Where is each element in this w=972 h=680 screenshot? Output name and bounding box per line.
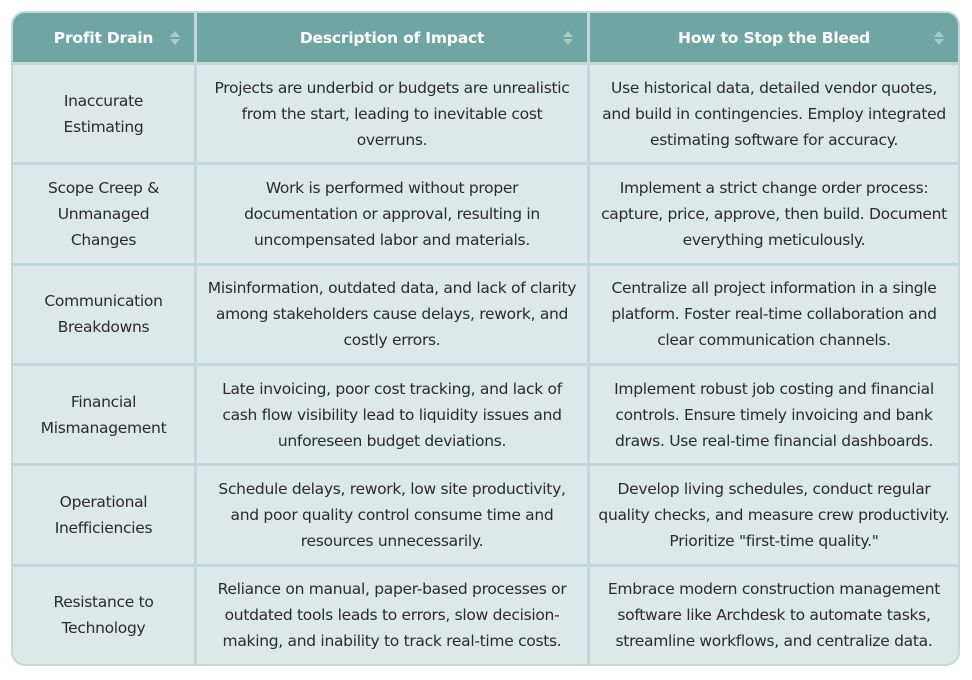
header-how-to-stop-the-bleed[interactable] bbox=[590, 13, 958, 62]
cell-description: Work is performed without proper documentation or approval, resulting in uncompensated labor and materials. bbox=[197, 165, 587, 262]
cell-description: Reliance on manual, paper-based processes or outdated tools leads to errors, slow decision-making, and inability to track real-time costs. bbox=[197, 567, 587, 664]
cell-profit-drain: Financial Mismanagement bbox=[13, 366, 194, 463]
sort-icon[interactable] bbox=[934, 29, 944, 47]
cell-description: Misinformation, outdated data, and lack of clarity among stakeholders cause delays, rework, and costly errors. bbox=[197, 266, 587, 363]
cell-fix: Centralize all project information in a single platform. Foster real-time collaboration and clear communication channels. bbox=[590, 266, 958, 363]
cell-fix: Implement a strict change order process: capture, price, approve, then build. Document everything meticulously. bbox=[590, 165, 958, 262]
header-profit-drain[interactable] bbox=[13, 13, 194, 62]
cell-description: Schedule delays, rework, low site productivity, and poor quality control consume time and resources unnecessarily. bbox=[197, 466, 587, 563]
sort-icon[interactable] bbox=[170, 29, 180, 47]
cell-fix: Implement robust job costing and financial controls. Ensure timely invoicing and bank draws. Use real-time financial dashboards. bbox=[590, 366, 958, 463]
cell-profit-drain: Resistance to Technology bbox=[13, 567, 194, 664]
header-label: Description of Impact bbox=[299, 28, 485, 47]
cell-description: Projects are underbid or budgets are unrealistic from the start, leading to inevitable cost overruns. bbox=[197, 65, 587, 162]
sort-icon[interactable] bbox=[563, 29, 573, 47]
profit-drain-table bbox=[11, 11, 960, 666]
cell-fix: Develop living schedules, conduct regular quality checks, and measure crew productivity. Prioritize "first-time quality." bbox=[590, 466, 958, 563]
cell-fix: Embrace modern construction management software like Archdesk to automate tasks, streamline workflows, and centralize data. bbox=[590, 567, 958, 664]
header-description-of-impact[interactable] bbox=[197, 13, 587, 62]
header-label: Profit Drain bbox=[53, 28, 154, 47]
cell-profit-drain: Inaccurate Estimating bbox=[13, 65, 194, 162]
cell-profit-drain: Operational Inefficiencies bbox=[13, 466, 194, 563]
cell-fix: Use historical data, detailed vendor quotes, and build in contingencies. Employ integrated estimating software for accuracy. bbox=[590, 65, 958, 162]
table-grid bbox=[13, 13, 958, 664]
cell-profit-drain: Scope Creep & Unmanaged Changes bbox=[13, 165, 194, 262]
cell-profit-drain: Communication Breakdowns bbox=[13, 266, 194, 363]
header-label: How to Stop the Bleed bbox=[678, 28, 870, 47]
cell-description: Late invoicing, poor cost tracking, and lack of cash flow visibility lead to liquidity issues and unforeseen budget deviations. bbox=[197, 366, 587, 463]
